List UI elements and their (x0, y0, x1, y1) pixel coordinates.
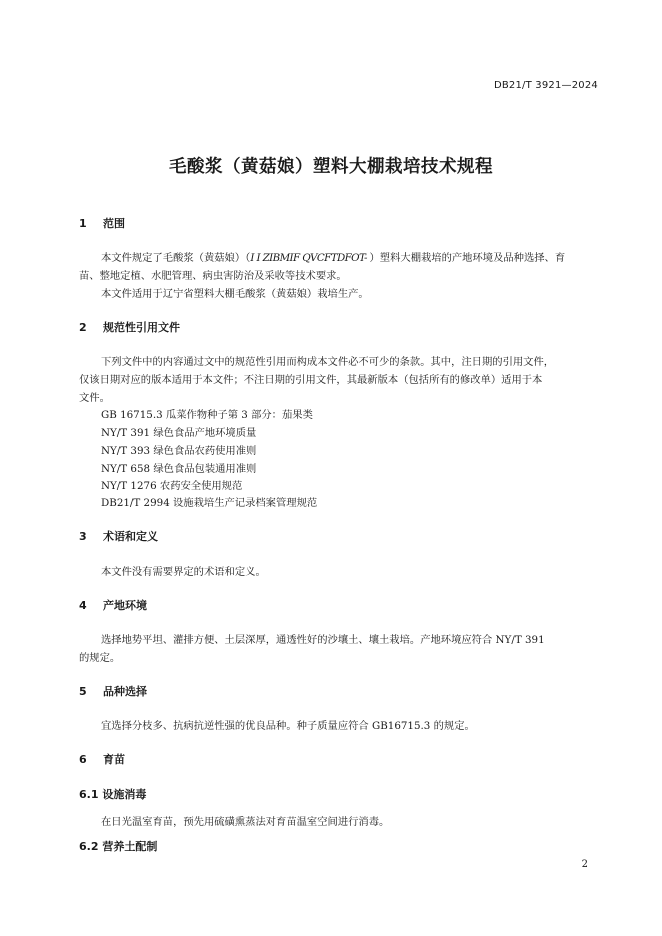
standard-code: DB21/T 3921—2024 (493, 80, 598, 91)
disinfection-paragraph: 在日光温室育苗，预先用硫磺熏蒸法对育苗温室空间进行消毒。 (101, 816, 390, 828)
section-5-heading (79, 683, 147, 699)
section-number: 1 (79, 217, 87, 230)
section-title: 术语和定义 (103, 530, 158, 543)
subsection-number: 6.2 (79, 840, 99, 853)
section-title: 产地环境 (103, 599, 147, 612)
latin-name: I I ZIBMIF QVCFTDFOT- (250, 252, 370, 264)
reference-item: NY/T 391 绿色食品产地环境质量 (101, 427, 257, 439)
section-number: 6 (79, 753, 87, 766)
reference-item: NY/T 1276 农药安全使用规范 (101, 480, 243, 492)
refs-paragraph-line-3: 文件。 (79, 392, 110, 404)
section-3-heading (79, 528, 158, 544)
section-title: 范围 (103, 217, 125, 230)
section-number: 4 (79, 599, 87, 612)
terms-paragraph: 本文件没有需要界定的术语和定义。 (101, 566, 266, 578)
page-number: 2 (581, 859, 588, 870)
reference-item: GB 16715.3 瓜菜作物种子第 3 部分：茄果类 (101, 409, 313, 421)
subsection-title: 设施消毒 (102, 788, 147, 801)
text-run: ）塑料大棚栽培的产地环境及品种选择、育 (369, 252, 566, 264)
subsection-number: 6.1 (79, 788, 99, 801)
section-number: 3 (79, 530, 87, 543)
environment-paragraph-line-1: 选择地势平坦、灌排方便、土层深厚，通透性好的沙壤土、壤土栽培。产地环境应符合 NY/T 391 (101, 634, 545, 646)
section-number: 5 (79, 685, 87, 698)
scope-paragraph-2: 本文件适用于辽宁省塑料大棚毛酸浆（黄菇娘）栽培生产。 (101, 288, 369, 300)
section-6-heading (79, 751, 125, 767)
refs-paragraph-line-1: 下列文件中的内容通过文中的规范性引用而构成本文件必不可少的条款。其中，注日期的引用文件， (101, 356, 555, 368)
section-1-heading (79, 215, 125, 231)
scope-paragraph-line-1 (101, 249, 565, 264)
subsection-6-2-heading (79, 838, 157, 854)
text-run: 本文件规定了毛酸浆（黄菇娘）（ (101, 252, 251, 264)
section-title: 育苗 (103, 753, 125, 766)
reference-item: DB21/T 2994 设施栽培生产记录档案管理规范 (101, 497, 318, 509)
section-2-heading (79, 319, 180, 335)
subsection-6-1-heading (79, 786, 146, 802)
scope-paragraph-line-2: 苗、整地定植、水肥管理、病虫害防治及采收等技术要求。 (79, 270, 347, 282)
section-title: 规范性引用文件 (103, 321, 180, 334)
subsection-title: 营养土配制 (102, 840, 158, 853)
refs-paragraph-line-2: 仅该日期对应的版本适用于本文件；不注日期的引用文件，其最新版本（包括所有的修改单）适用于本 (79, 374, 543, 386)
environment-paragraph-line-2: 的规定。 (79, 652, 121, 664)
section-title: 品种选择 (103, 685, 147, 698)
variety-paragraph: 宜选择分枝多、抗病抗逆性强的优良品种。种子质量应符合 GB16715.3 的规定。 (101, 720, 475, 732)
section-4-heading (79, 597, 147, 613)
reference-item: NY/T 658 绿色食品包装通用准则 (101, 463, 257, 475)
document-title: 毛酸浆（黄菇娘）塑料大棚栽培技术规程 (169, 157, 493, 177)
reference-item: NY/T 393 绿色食品农药使用准则 (101, 445, 257, 457)
section-number: 2 (79, 321, 87, 334)
